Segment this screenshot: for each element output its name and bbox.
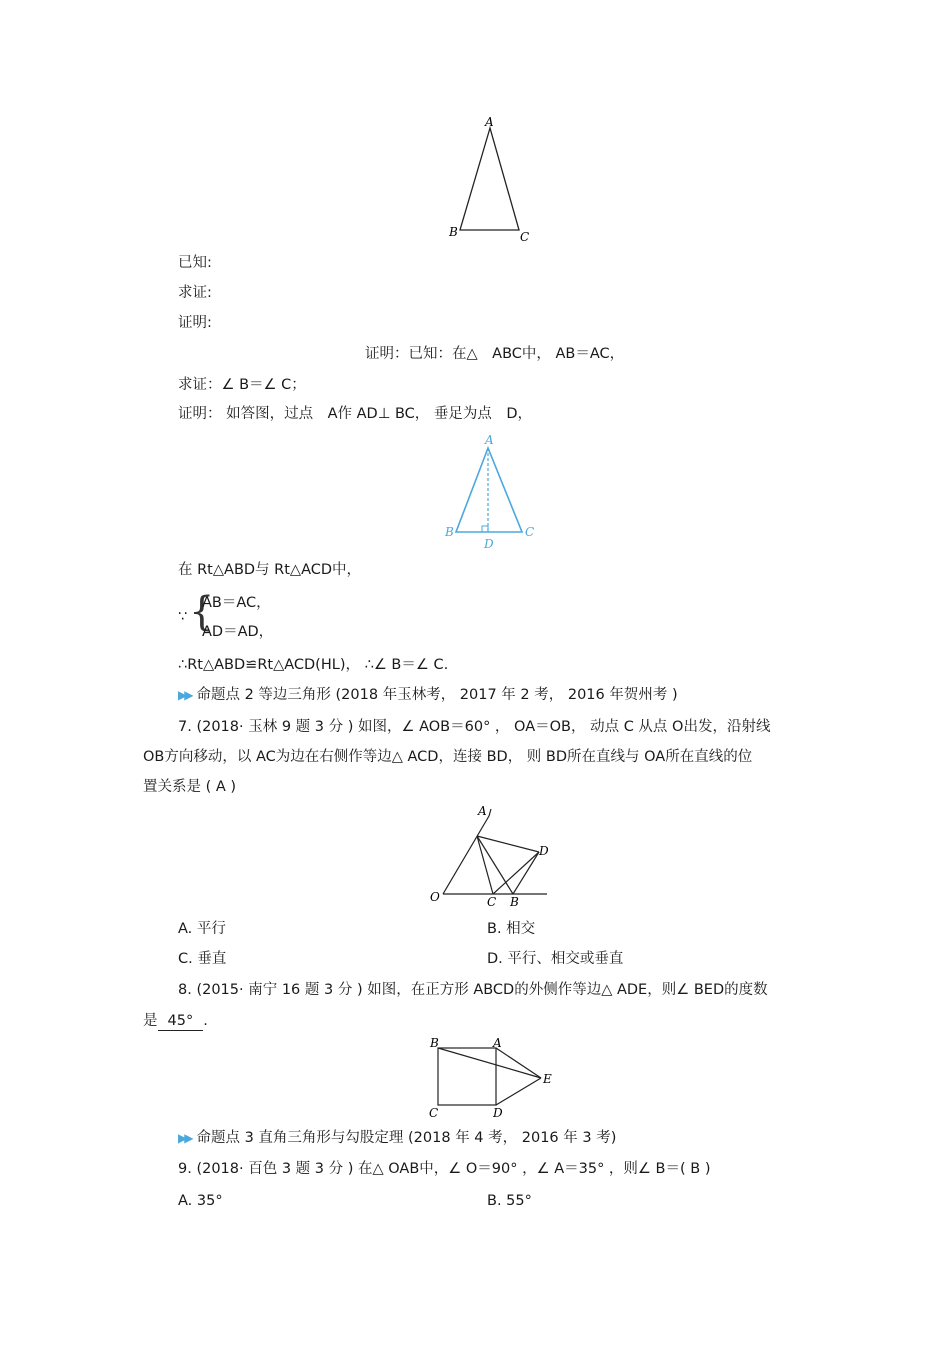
prove-prompt: 求证: (178, 285, 212, 301)
rt-triangles-line: 在 Rt△ABD与 Rt△ACD中， (178, 562, 362, 578)
section-marker-icon: ▶▶ (178, 688, 191, 702)
q9-line-1: 9. (2018· 百色 3 题 3 分 ) 在△ OAB中，∠ O＝90° ，∠ A＝35° ，则∠ B＝( B ) (178, 1161, 711, 1177)
because-symbol: ∵ (178, 609, 188, 625)
section-marker-icon: ▶▶ (178, 1131, 191, 1145)
given-prompt: 已知: (178, 255, 212, 271)
section-2-title: ▶▶ 命题点 2 等边三角形 (2018 年玉林考， 2017 年 2 考， 2016 年贺州考 ) (178, 687, 678, 703)
fig4-label-c: C (429, 1106, 439, 1120)
left-brace: { (189, 589, 215, 635)
q7-line-3: 置关系是 ( A ) (143, 779, 237, 795)
fig1-label-c: C (520, 230, 530, 244)
figure-square-triangle (425, 1033, 560, 1123)
figure-triangle-altitude (440, 430, 550, 555)
fig3-label-c: C (487, 895, 497, 909)
proof-prompt: 证明: (178, 315, 212, 331)
fig3-label-o: O (430, 890, 440, 904)
condition-2: AD＝AD， (202, 624, 274, 640)
fig3-label-d: D (539, 844, 549, 858)
fig1-label-b: B (449, 225, 458, 239)
q7-line-2: OB方向移动，以 AC为边在右侧作等边△ ACD，连接 BD， 则 BD所在直线与 OA所在直线的位 (143, 749, 753, 765)
q7-line-1: 7. (2018· 玉林 9 题 3 分 ) 如图，∠ AOB＝60° ， OA＝OB， 动点 C 从点 O出发，沿射线 (178, 719, 771, 735)
fig2-label-d: D (484, 537, 494, 551)
q8-line-1: 8. (2015· 南宁 16 题 3 分 ) 如图，在正方形 ABCD的外侧作等边△ ADE，则∠ BED的度数 (178, 982, 768, 998)
section-3-title: ▶▶ 命题点 3 直角三角形与勾股定理 (2018 年 4 考， 2016 年 3 考) (178, 1130, 617, 1146)
figure-isosceles-triangle (445, 112, 545, 247)
q7-option-d: D. 平行、相交或垂直 (487, 951, 624, 967)
fig3-label-b: B (510, 895, 519, 909)
fig4-label-d: D (493, 1106, 503, 1120)
q8-answer-blank: 45° (158, 1012, 204, 1031)
q8-line-2: 是 45° . (143, 1013, 208, 1029)
answer-prove: 求证：∠ B＝∠ C； (178, 377, 306, 393)
q7-option-c: C. 垂直 (178, 951, 227, 967)
q7-option-a: A. 平行 (178, 921, 226, 937)
figure-equilateral-construction (425, 800, 550, 910)
fig2-label-c: C (525, 525, 535, 539)
answer-proof-start: 证明： 如答图，过点 A作 AD⊥ BC， 垂足为点 D， (178, 406, 533, 422)
condition-1: AB＝AC， (202, 595, 271, 611)
q7-option-b: B. 相交 (487, 921, 536, 937)
fig3-label-a: A (478, 804, 487, 818)
fig2-label-a: A (485, 433, 494, 447)
fig4-label-e: E (543, 1072, 552, 1086)
conclusion-line: ∴Rt△ABD≌Rt△ACD(HL)， ∴∠ B＝∠ C. (178, 657, 449, 673)
q9-option-a: A. 35° (178, 1193, 223, 1209)
fig4-label-a: A (493, 1036, 502, 1050)
fig2-label-b: B (445, 525, 454, 539)
q9-option-b: B. 55° (487, 1193, 532, 1209)
fig4-label-b: B (430, 1036, 439, 1050)
answer-known: 证明：已知：在△ ABC中， AB＝AC， (365, 346, 625, 362)
fig1-label-a: A (485, 115, 494, 129)
